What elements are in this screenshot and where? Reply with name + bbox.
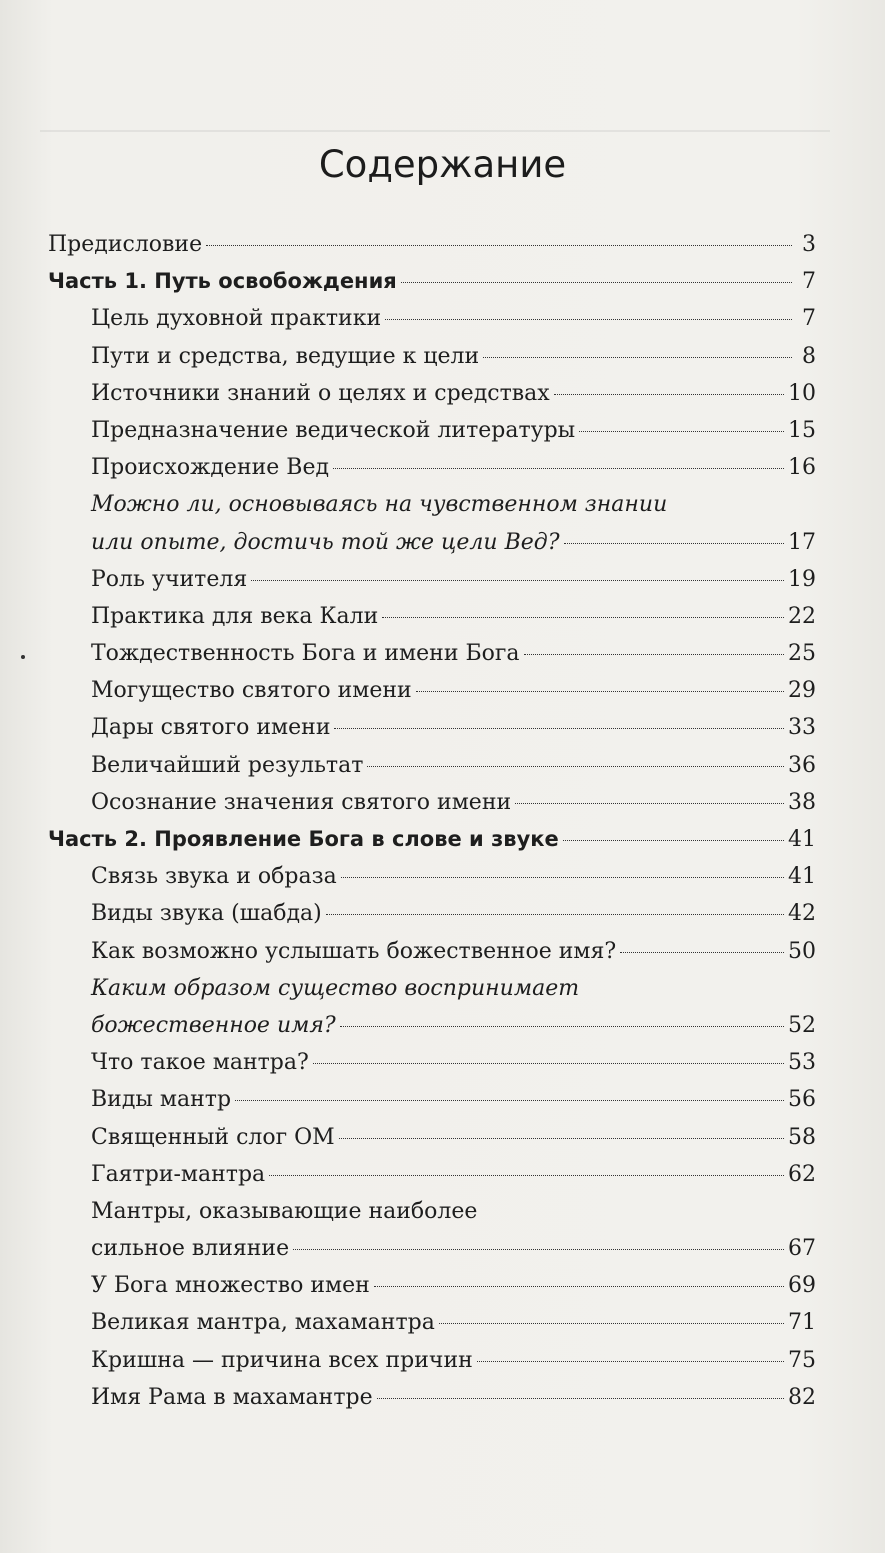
dot-leader <box>313 1063 784 1064</box>
toc-entry-title: Предисловие <box>48 232 203 257</box>
toc-entry-title: Гаятри-мантра <box>91 1161 266 1187</box>
toc-entry <box>48 412 816 449</box>
dot-leader <box>620 952 784 953</box>
page-number: 67 <box>788 1236 816 1262</box>
dot-leader <box>554 394 784 395</box>
toc-entry <box>48 1044 816 1081</box>
dot-leader <box>385 319 792 320</box>
toc-entry <box>48 598 816 635</box>
page-number: 8 <box>802 343 816 369</box>
toc-entry-title: Священный слог ОМ <box>91 1124 335 1150</box>
print-speck <box>21 655 25 659</box>
toc-entry-title: сильное влияние <box>91 1236 290 1262</box>
dot-leader <box>269 1175 784 1176</box>
toc-entry-title: Роль учителя <box>91 566 248 592</box>
toc-entry <box>48 858 816 895</box>
page-number: 7 <box>802 269 816 295</box>
dot-leader <box>416 691 784 692</box>
toc-entry-title: Часть 2. Проявление Бога в слове и звуке <box>48 827 559 852</box>
toc-entry-title: или опыте, достичь той же цели Вед? <box>91 529 560 555</box>
dot-leader <box>339 1138 784 1139</box>
toc-entry <box>48 784 816 821</box>
dot-leader <box>367 766 784 767</box>
toc-entry <box>48 1267 816 1304</box>
page-number: 38 <box>788 789 816 815</box>
toc-entry <box>48 1304 816 1341</box>
page-number: 29 <box>788 678 816 704</box>
toc-entry <box>48 1379 816 1416</box>
toc-entry <box>48 970 816 1044</box>
toc-entry <box>48 709 816 746</box>
toc-entry-title: Могущество святого имени <box>91 678 412 704</box>
toc-entry-title: Связь звука и образа <box>91 864 337 890</box>
toc-entry-title: Как возможно услышать божественное имя? <box>91 938 617 964</box>
dot-leader <box>206 245 792 246</box>
toc-entry <box>48 375 816 412</box>
page-number: 58 <box>788 1124 816 1150</box>
toc-entry <box>48 747 816 784</box>
page-number: 22 <box>788 603 816 629</box>
dot-leader <box>563 840 784 841</box>
toc-entry <box>48 486 816 560</box>
page-number: 15 <box>788 417 816 443</box>
page-number: 10 <box>788 380 816 406</box>
toc-part-entry <box>48 226 816 263</box>
page-number: 19 <box>788 566 816 592</box>
page-number: 17 <box>788 529 816 555</box>
page-number: 25 <box>788 641 816 667</box>
toc-entry <box>48 1342 816 1379</box>
page-number: 7 <box>802 306 816 332</box>
toc-entry <box>48 1081 816 1118</box>
toc-entry-title: Дары святого имени <box>91 715 331 741</box>
toc-entry-title: Пути и средства, ведущие к цели <box>91 343 480 369</box>
toc-entry <box>48 338 816 375</box>
toc-entry-title: Тождественность Бога и имени Бога <box>91 641 520 667</box>
toc-entry <box>48 1156 816 1193</box>
page-title: Содержание <box>318 143 567 186</box>
toc-entry <box>48 1193 816 1267</box>
page-number: 69 <box>788 1273 816 1299</box>
toc-part-entry <box>48 821 816 858</box>
dot-leader <box>235 1100 784 1101</box>
page-number: 50 <box>788 938 816 964</box>
toc-entry-title: Происхождение Вед <box>91 455 330 481</box>
toc-entry <box>48 635 816 672</box>
page-number: 52 <box>788 1012 816 1038</box>
toc-part-entry <box>48 263 816 300</box>
dot-leader <box>251 580 784 581</box>
toc-entry-title: Виды мантр <box>91 1087 232 1113</box>
dot-leader <box>439 1323 784 1324</box>
toc-entry-title: Часть 1. Путь освобождения <box>48 269 397 294</box>
toc-entry-title-line1: Можно ли, основываясь на чувственном знании <box>91 492 668 518</box>
toc-entry-title: У Бога множество имен <box>91 1273 370 1299</box>
dot-leader <box>377 1398 784 1399</box>
toc-entry <box>48 895 816 932</box>
dot-leader <box>382 617 784 618</box>
table-of-contents <box>48 226 816 1416</box>
toc-entry-title: Кришна — причина всех причин <box>91 1347 473 1373</box>
page-number: 62 <box>788 1161 816 1187</box>
page-number: 41 <box>788 864 816 890</box>
page-number: 82 <box>788 1384 816 1410</box>
toc-entry <box>48 449 816 486</box>
toc-entry-title: Источники знаний о целях и средствах <box>91 380 550 406</box>
page-number: 16 <box>788 455 816 481</box>
toc-entry-title: Осознание значения святого имени <box>91 789 512 815</box>
dot-leader <box>515 803 784 804</box>
toc-entry-title-line1: Каким образом существо воспринимает <box>91 975 580 1001</box>
toc-entry-title: Предназначение ведической литературы <box>91 417 576 443</box>
toc-entry-title: Виды звука (шабда) <box>91 901 322 927</box>
toc-entry <box>48 1119 816 1156</box>
page-number: 42 <box>788 901 816 927</box>
toc-entry <box>48 933 816 970</box>
dot-leader <box>293 1249 784 1250</box>
dot-leader <box>374 1286 784 1287</box>
dot-leader <box>333 468 784 469</box>
page-number: 75 <box>788 1347 816 1373</box>
toc-entry-title: Великая мантра, махамантра <box>91 1310 435 1336</box>
page-number: 71 <box>788 1310 816 1336</box>
toc-entry <box>48 672 816 709</box>
dot-leader <box>326 914 784 915</box>
page-number: 56 <box>788 1087 816 1113</box>
toc-entry-title: божественное имя? <box>91 1012 336 1038</box>
toc-entry-title: Что такое мантра? <box>91 1050 309 1076</box>
toc-entry <box>48 561 816 598</box>
dot-leader <box>483 357 792 358</box>
dot-leader <box>477 1361 784 1362</box>
toc-entry-title: Величайший результат <box>91 752 364 778</box>
page-number: 53 <box>788 1050 816 1076</box>
page-number: 36 <box>788 752 816 778</box>
page-number: 33 <box>788 715 816 741</box>
dot-leader <box>579 431 784 432</box>
page-number: 41 <box>788 827 816 853</box>
toc-entry-title: Имя Рама в махамантре <box>91 1384 373 1410</box>
toc-entry <box>48 300 816 337</box>
dot-leader <box>340 1026 784 1027</box>
dot-leader <box>564 543 785 544</box>
toc-entry-title-line1: Мантры, оказывающие наиболее <box>91 1198 478 1224</box>
dot-leader <box>401 282 792 283</box>
dot-leader <box>341 877 784 878</box>
dot-leader <box>334 728 784 729</box>
bleed-through-shadow <box>40 90 830 132</box>
toc-entry-title: Практика для века Кали <box>91 603 379 629</box>
page-number: 3 <box>802 232 816 257</box>
dot-leader <box>524 654 784 655</box>
toc-entry-title: Цель духовной практики <box>91 306 382 332</box>
